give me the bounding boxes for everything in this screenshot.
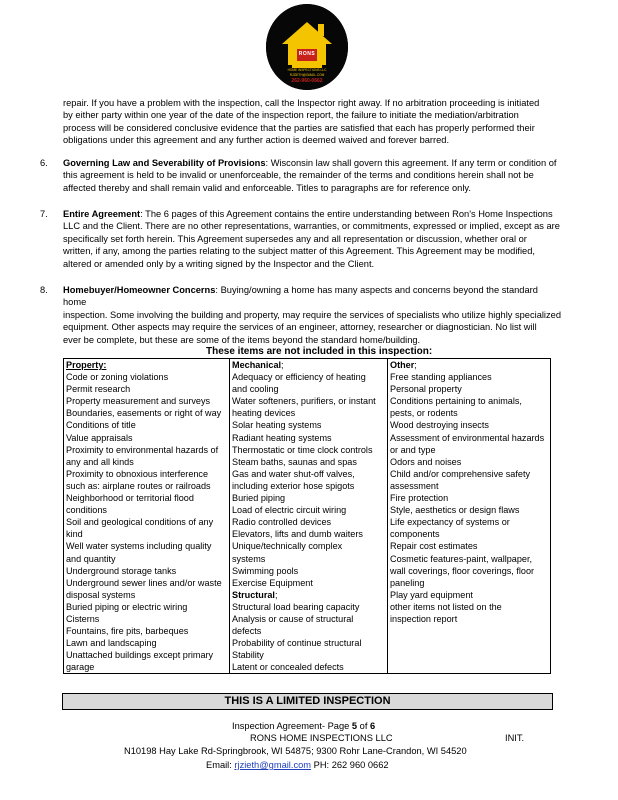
list-item: Elevators, lifts and dumb waiters [232,529,363,540]
list-item: Soil and geological conditions of any [66,517,214,528]
section-7-line: written, if any, among the parties relating to the subject matter of this Agreement. This Agreement may be modified, [63,246,535,257]
list-item: defects [232,626,262,637]
list-item: Underground sewer lines and/or waste [66,577,222,588]
intro-paragraph [63,97,563,147]
mechanical-items [232,371,385,589]
table-row [64,359,551,674]
footer-phone-label: PH: [311,760,332,770]
list-item: garage [66,662,95,673]
company-logo [266,4,348,90]
property-items [66,371,227,673]
list-item: any and all kinds [66,456,134,467]
list-item: Play yard equipment [390,589,473,600]
section-8-line: ever be complete, but these are some of the items beyond the standard home/building. [63,334,421,345]
other-heading-suffix: ; [414,360,417,370]
list-item: Fountains, fire pits, barbeques [66,626,189,637]
intro-line: repair. If you have a problem with the inspection, call the Inspector right away. If no arbitration proceeding is initiated [63,98,540,108]
list-item: assessment [390,480,439,491]
other-items [390,371,548,625]
section-7-heading: Entire Agreement [63,209,141,219]
list-item: Thermostatic or time clock controls [232,444,373,455]
footer-address: N10198 Hay Lake Rd-Springbrook, WI 54875; 9300 Rohr Lane-Crandon, WI 54520 [124,746,467,756]
exclusions-table-title: These items are not included in this inspection: [206,346,433,357]
list-item: or and type [390,444,436,455]
section-8-paragraph [63,284,563,346]
mechanical-heading: Mechanical [232,360,282,370]
list-item: Well water systems including quality [66,541,212,552]
list-item: Radiant heating systems [232,432,332,443]
list-item: pests, or rodents [390,408,458,419]
structural-items [232,601,385,674]
list-item: Boundaries, easements or right of way [66,408,222,419]
intro-line: obligations under this agreement and any further action is deemed waived and forever barred. [63,135,450,146]
list-item: Style, aesthetics or design flaws [390,505,520,516]
footer-initials: INIT. [505,733,525,743]
list-item: including exterior hose spigots [232,480,355,491]
list-item: Conditions pertaining to animals, [390,396,522,407]
list-item: Personal property [390,384,462,395]
list-item: Buried piping or electric wiring [66,601,188,612]
list-item: Water softeners, purifiers, or instant [232,396,376,407]
footer-page-of: of [357,721,370,731]
property-heading: Property: [66,360,107,370]
property-column [64,359,230,674]
list-item: kind [66,529,83,540]
section-7-line: : The 6 pages of this Agreement contains the entire understanding between Ron's Home Inspections [140,209,553,219]
footer-email-label: Email: [206,760,235,770]
list-item: Property measurement and surveys [66,396,211,407]
list-item: Proximity to environmental hazards of [66,444,219,455]
list-item: Swimming pools [232,565,299,576]
list-item: Underground storage tanks [66,565,177,576]
limited-inspection-banner: THIS IS A LIMITED INSPECTION [62,693,553,710]
section-6-line: affected thereby and shall remain valid and enforceable. Titles to paragraphs are for reference only. [63,182,471,193]
list-item: Load of electric circuit wiring [232,505,347,516]
structural-heading-suffix: ; [274,589,278,600]
section-6-line: : Wisconsin law shall govern this agreement. If any term or condition of [265,158,557,168]
section-8-line: equipment. Other aspects may require the services of an engineer, attorney, researcher or diagnostician. No list will [63,322,537,333]
list-item: Cosmetic features-paint, wallpaper, [390,553,533,564]
list-item: Child and/or comprehensive safety [390,468,531,479]
logo-phone: 262-960-0662 [291,78,323,84]
section-8-line: : Buying/owning a home has many aspects and concerns beyond the standard home [63,285,538,308]
list-item: Gas and water shut-off valves, [232,468,355,479]
section-7-line: altered or amended only by a writing signed by the Inspector and the Client. [63,258,375,269]
list-item: Odors and noises [390,456,462,467]
list-item: Cisterns [66,613,100,624]
list-item: Proximity to obnoxious interference [66,468,209,479]
list-item: disposal systems [66,589,136,600]
exclusions-table [63,358,551,674]
section-7-line: LLC and the Client. There are no other representations, warranties, or commitments, expressed or implied, except as are [63,221,560,232]
intro-line: process will be considered conclusive evidence that the parties are satisfied that each has properly performed their [63,122,535,133]
list-item: Latent or concealed defects [232,662,344,673]
logo-text-line1: RONS [298,51,316,57]
mechanical-heading-suffix: ; [281,360,284,370]
section-8-number: 8. [40,285,48,295]
list-item: Free standing appliances [390,372,492,383]
list-item: and quantity [66,553,116,564]
list-item: Value appraisals [66,432,133,443]
section-6-paragraph [63,157,563,194]
list-item: Adequacy or efficiency of heating [232,372,366,383]
list-item: conditions [66,505,107,516]
list-item: wall coverings, floor coverings, floor [390,565,535,576]
list-item: Fire protection [390,493,449,504]
footer-page-line [232,720,375,732]
section-7-paragraph [63,208,563,270]
list-item: Solar heating systems [232,420,322,431]
footer-contact-line [206,759,389,771]
section-6-line: this agreement is held to be invalid or unenforceable, the remainder of the terms and conditions herein shall not be [63,170,534,181]
list-item: Conditions of title [66,420,136,431]
list-item: and cooling [232,384,279,395]
footer-page-number: 5 [351,721,358,731]
mechanical-column [230,359,388,674]
list-item: Lawn and landscaping [66,638,157,649]
list-item: Structural load bearing capacity [232,601,360,612]
footer-page-total: 6 [370,721,376,731]
list-item: Stability [232,650,264,661]
list-item: Wood destroying insects [390,420,489,431]
list-item: Repair cost estimates [390,541,478,552]
list-item: Steam baths, saunas and spas [232,456,357,467]
list-item: systems [232,553,266,564]
logo-text-line2: HOME INSPECTIONS LLC [287,68,327,72]
section-6-heading: Governing Law and Severability of Provisions [63,158,266,168]
footer-email-link[interactable]: rjzieth@gmail.com [234,760,312,770]
section-7-number: 7. [40,209,48,219]
list-item: Unattached buildings except primary [66,650,214,661]
list-item: inspection report [390,613,458,624]
list-item: Exercise Equipment [232,577,313,588]
list-item: components [390,529,440,540]
list-item: heating devices [232,408,296,419]
list-item: Radio controlled devices [232,517,332,528]
structural-heading: Structural [232,589,275,600]
list-item: Buried piping [232,493,286,504]
other-column [388,359,551,674]
list-item: Code or zoning violations [66,372,169,383]
list-item: other items not listed on the [390,601,502,612]
footer-company: RONS HOME INSPECTIONS LLC [250,733,393,743]
intro-line: by either party within one year of the date of the inspection report, the failure to initiate the mediation/arbitration [63,110,519,121]
list-item: paneling [390,577,425,588]
section-6-number: 6. [40,158,48,168]
logo-text-line3: RJZIETH@GMAIL.COM [289,73,325,77]
other-heading: Other [390,360,415,370]
section-8-heading: Homebuyer/Homeowner Concerns [63,285,216,295]
section-8-line: inspection. Some involving the building and property, may require the services of specialists who utilize highly specialized [63,309,561,320]
list-item: Neighborhood or territorial flood [66,493,194,504]
list-item: Permit research [66,384,131,395]
list-item: Probability of continue structural [232,638,362,649]
list-item: Assessment of environmental hazards [390,432,545,443]
footer-page-prefix: Inspection Agreement- Page [232,721,352,731]
footer-phone: 262 960 0662 [331,760,389,770]
list-item: Life expectancy of systems or [390,517,510,528]
list-item: Unique/technically complex [232,541,343,552]
list-item: such as: airplane routes or railroads [66,480,211,491]
list-item: Analysis or cause of structural [232,613,354,624]
section-7-line: specifically set forth herein. This Agreement supersedes any and all representation or discussion, whether oral or [63,233,527,244]
